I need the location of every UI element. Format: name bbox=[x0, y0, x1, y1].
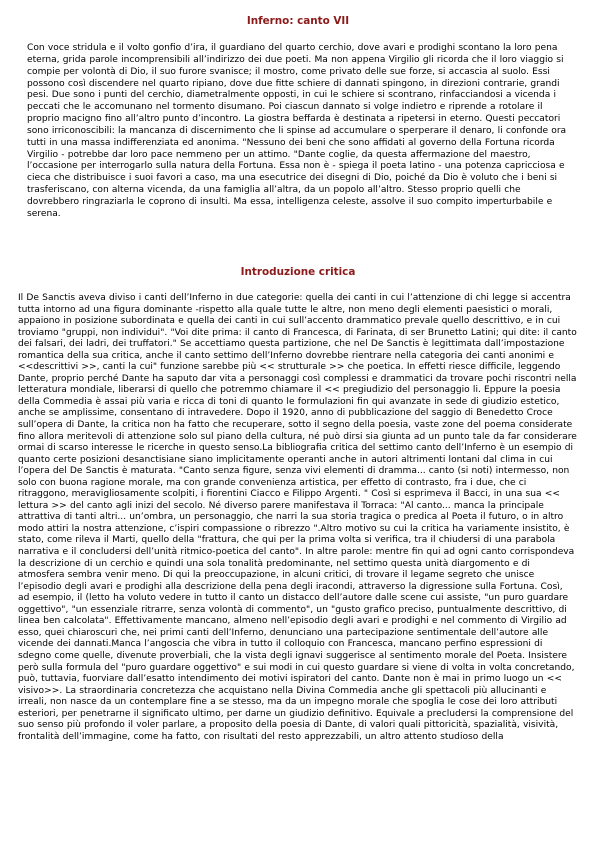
critical-introduction-paragraph: Il De Sanctis aveva diviso i canti dell’Inferno in due categorie: quella dei canti in cui l’attenzione di chi legge si accentra tutta intorno ad una figura dominante -rispetto alla quale tutte le altre, non meno degli elementi paesistici o morali, appaiono in posizione subordinata e quella dei canti in cui sull’accento drammatico prevale quello descrittivo, e in cui troviamo "gruppi, non individui". "Voi dite prima: il canto di Francesca, di Farinata, di ser Brunetto Latini; qui dite: il canto dei falsari, dei ladri, dei truffatori." Se accettiamo questa partizione, che nel De Sanctis è legittimata dall’impostazione romantica della sua critica, anche il canto settimo dell’Inferno dovrebbe rientrare nella categoria dei canti anonimi e <<descrittivi >>, canti la cui" funzione sarebbe più << strutturale >> che poetica. In effetti riesce difficile, leggendo Dante, proprio perché Dante ha saputo dar vita a personaggi così complessi e drammatici da trovare pochi riscontri nella letteratura mondiale, liberarsi di quello che potremmo chiamare il << pregiudizio del personaggio li. Eppure la poesia della Commedia è assai più varia e ricca di toni di quanto le formulazioni fin qui avanzate in sede di giudizio estetico, anche se amplissime, consentano di intravedere. Dopo il 1920, anno di pubblicazione del saggio di Benedetto Croce sull’opera di Dante, la critica non ha fatto che recuperare, sotto il segno della poesia, vaste zone del poema considerate fino allora meritevoli di attenzione solo sul piano della cultura, né può dirsi sia giunta ad un punto tale da far considerare ormai di scarso interesse le ricerche in questo senso.La bibliografia critica del settimo canto dell’Inferno è un esempio di quanto certe posizioni desanctisiane siano implicitamente operanti anche in autori altrimenti lontani dal clima in cui l’opera del De Sanctis è maturata. "Canto senza figure, senza vivi elementi di dramma... canto (si noti) intermesso, non solo con buona ragione morale, ma con grande convenienza artistica, per effetto di contrasto, fra i due, che ci ritraggono, meravigliosamente scolpiti, i fiorentini Ciacco e Filippo Argenti. " Così si esprimeva il Bacci, in una sua << lettura >> del canto agli inizi del secolo. Né diverso parere manifestava il Torraca: "Al canto... manca la principale attrattiva di tanti altri... un’ombra, un personaggio, che narri la sua storia tragica o predica al Poeta il futuro, o in altro modo attiri la nostra attenzione, c’ispiri compassione o ribrezzo ".Altro motivo su cui la critica ha variamente insistito, è stato, come rileva il Marti, quello della "frattura, che qui per la prima volta si verifica, tra il chiudersi di una parabola narrativa e il concludersi dell’unità ritmico-poetica del canto". In altre parole: mentre fin qui ad ogni canto corrispondeva la descrizione di un cerchio e quindi una sola tonalità predominante, nel settimo questa unità diargomento e di atmosfera sembra venir meno. Di qui la preoccupazione, in alcuni critici, di trovare il legame segreto che unisce l’episodio degli avari e prodighi alla descrizione della pena degli iracondi, attraverso la digressione sulla Fortuna. Così, ad esempio, il (letto ha voluto vedere in tutto il canto un distacco dell’autore dalle scene cui assiste, "un puro guardare oggettivo", "un essenziale ritrarre, senza volontà di commento", un "gusto grafico preciso, puntualmente descrittivo, di linea ben calcolata". Effettivamente mancano, almeno nell’episodio degli avari e prodighi e nel commento di Virgilio ad esso, quei chiaroscuri che, nei primi canti dell’Inferno, denunciano una partecipazione sentimentale dell’autore alle vicende dei dannati.Manca l’angoscia che vibra in tutto il colloquio con Francesca, mancano perfino espressioni di sdegno come quelle, divenute proverbiali, che la vista degli ignavi suggerisce al sentimento morale del Poeta. Insistere però sulla formula del "puro guardare oggettivo" e sui modi in cui questo guardare si viene di volta in volta concretando, può, tuttavia, fuorviare dall’esatto intendimento dei motivi ispiratori del canto. Dante non è mai in primo luogo un << visivo>>. La straordinaria concretezza che acquistano nella Divina Commedia anche gli spettacoli più allucinanti e irreali, non nasce da un contemplare fine a se stesso, ma da un impegno morale che spoglia le cose dei loro attributi esteriori, per penetrarne il significato ultimo, per darne un giudizio definitivo. Equivale a precludersi la comprensione del suo senso più profondo il voler parlare, a proposito della poesia di Dante, di valori quali pittoricità, spazialità, visività, frontalità dell’immagine, come ha fatto, con risultati del resto apprezzabili, un altro attento studioso della bbox=[18, 293, 577, 742]
critical-introduction-title: Introduzione critica bbox=[240, 266, 356, 278]
canto-summary-paragraph: Con voce stridula e il volto gonfio d’ira, il guardiano del quarto cerchio, dove avari e prodighi scontano la loro pena eterna, grida parole incomprensibili all’indirizzo dei due poeti. Ma non appena Virgilio gli ricorda che il loro viaggio si compie per volontà di Dio, il suo furore svanisce; il mostro, come privato delle sue forze, si accascia al suolo. Essi possono così discendere nel quarto ripiano, dove due fitte schiere di dannati spingono, in direzioni contrarie, grandi pesi. Due sono i punti del cerchio, diametralmente opposti, in cui le schiere si scontrano, rinfacciandosi a vicenda i peccati che le accomunano nel tormento disumano. Poi ciascun dannato si volge indietro e riprende a rotolare il proprio macigno fino all’altro punto d’incontro. La giostra beffarda è destinata a ripetersi in eterno. Questi peccatori sono irriconoscibili: la mancanza di discernimento che li spinse ad accumulare o sperperare il denaro, li confonde ora tutti in una massa indifferenziata ed anonima. "Nessuno dei beni che sono affidati al governo della Fortuna ricorda Virgilio - potrebbe dar loro pace nemmeno per un attimo. "Dante coglie, da questa affermazione del maestro, l’occasione per interrogarlo sulla natura della Fortuna. Essa non è - spiega il poeta latino - una potenza capricciosa e cieca che distribuisce i suoi favori a caso, ma una esecutrice dei disegni di Dio, poiché da Dio è voluto che i beni si trasferiscano, con alterna vicenda, da una famiglia all’altra, da un popolo all’altro. Stesso proprio quelli che dovrebbero ringraziarla le coprono di insulti. Ma essa, intelligenza celeste, assolve il suo compito imperturbabile e serena. bbox=[27, 43, 567, 219]
canto-title: Inferno: canto VII bbox=[246, 15, 350, 27]
